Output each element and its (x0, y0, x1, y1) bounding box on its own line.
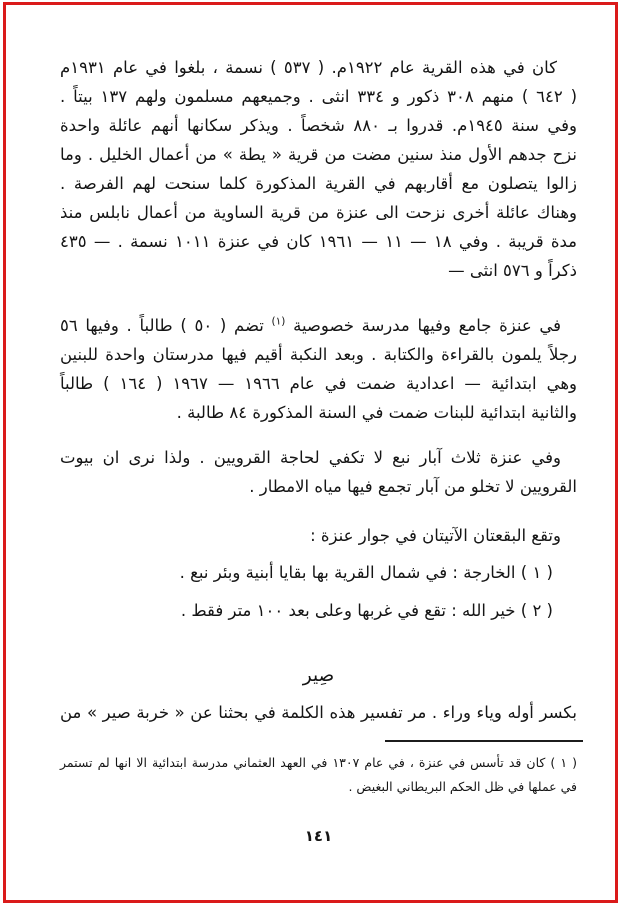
paragraph-schools (60, 311, 577, 427)
text-line: وهي ابتدائية — اعدادية ضمت في عام ١٩٦٦ — ١٩٦٧ ( ١٦٤ ) طالباً (60, 374, 577, 393)
text-line: ذكراً و ٥٧٦ انثى — (448, 261, 577, 280)
footnote-ref-superscript: (١) (271, 315, 286, 328)
paragraph-wells (60, 443, 577, 501)
text-line: مدة قريبة . وفي ١٨ — ١١ — ١٩٦١ كان في عنزة ١٠١١ نسمة . — ٤٣٥ (60, 232, 577, 251)
section-heading: صِير (302, 665, 335, 686)
list-item: ( ٢ ) خير الله : تقع في غربها وعلى بعد ١٠٠ متر فقط . (180, 601, 553, 620)
paragraph-sir-line: بكسر أوله وياء وراء . مر تفسير هذه الكلمة في بحثنا عن « خربة صير » من (60, 703, 577, 722)
footnote-line: ( ١ ) كان قد تأسس في عنزة ، في عام ١٣٠٧ في العهد العثماني مدرسة ابتدائية الا انها لم تستمر (60, 755, 577, 770)
text-line: والثانية ابتدائية للبنات ضمت في السنة المذكورة ٨٤ طالبة . (176, 403, 577, 422)
text-line: كان في هذه القرية عام ١٩٢٢م. ( ٥٣٧ ) نسمة ، بلغوا في عام ١٩٣١م (60, 58, 558, 77)
text-line: زالوا يتصلون مع أقاربهم في القرية المذكورة كلما سنحت لهم الفرصة . (60, 174, 577, 193)
text-line: نزح جدهم الأول منذ سنين مضت من قرية « يطة » من أعمال الخليل . وما (60, 145, 577, 164)
nearby-places-list (60, 558, 577, 625)
text-line: رجلاً يلمون بالقراءة والكتابة . وبعد النكبة أقيم فيها مدرستان واحدة للبنين (60, 345, 577, 364)
text-line: وفي عنزة ثلاث آبار نبع لا تكفي لحاجة القرويين . ولذا نرى ان بيوت (60, 448, 561, 467)
footnote (60, 751, 577, 799)
text-line (60, 311, 577, 340)
text-line: وهناك عائلة أخرى نزحت الى عنزة من قرية الساوية من أعمال نابلس منذ (60, 203, 577, 222)
nearby-places-intro-line: وتقع البقعتان الآتيتان في جوار عنزة : (310, 526, 561, 545)
text-line: وفي سنة ١٩٤٥م. قدروا بـ ٨٨٠ شخصاً . ويذكر سكانها أنهم عائلة واحدة (60, 116, 577, 135)
list-item: ( ١ ) الخارجة : في شمال القرية بها بقايا أبنية وبئر نبع . (179, 563, 553, 582)
text-line: ( ٦٤٢ ) منهم ٣٠٨ ذكور و ٣٣٤ انثى . وجميعهم مسلمون ولهم ١٣٧ بيتاً . (60, 87, 578, 106)
footnote-line: في عملها في ظل الحكم البريطاني البغيض . (348, 779, 577, 794)
text-segment: في عنزة جامع وفيها مدرسة خصوصية (293, 316, 562, 335)
footnote-separator-rule (385, 740, 583, 742)
text-segment: تضم ( ٥٠ ) طالباً . وفيها ٥٦ (60, 316, 264, 335)
paragraph-census (60, 53, 577, 285)
page-number: ١٤١ (304, 827, 333, 845)
page-body-text (60, 53, 577, 851)
text-line: القرويين لا تخلو من آبار تجمع فيها مياه الامطار . (249, 477, 577, 496)
